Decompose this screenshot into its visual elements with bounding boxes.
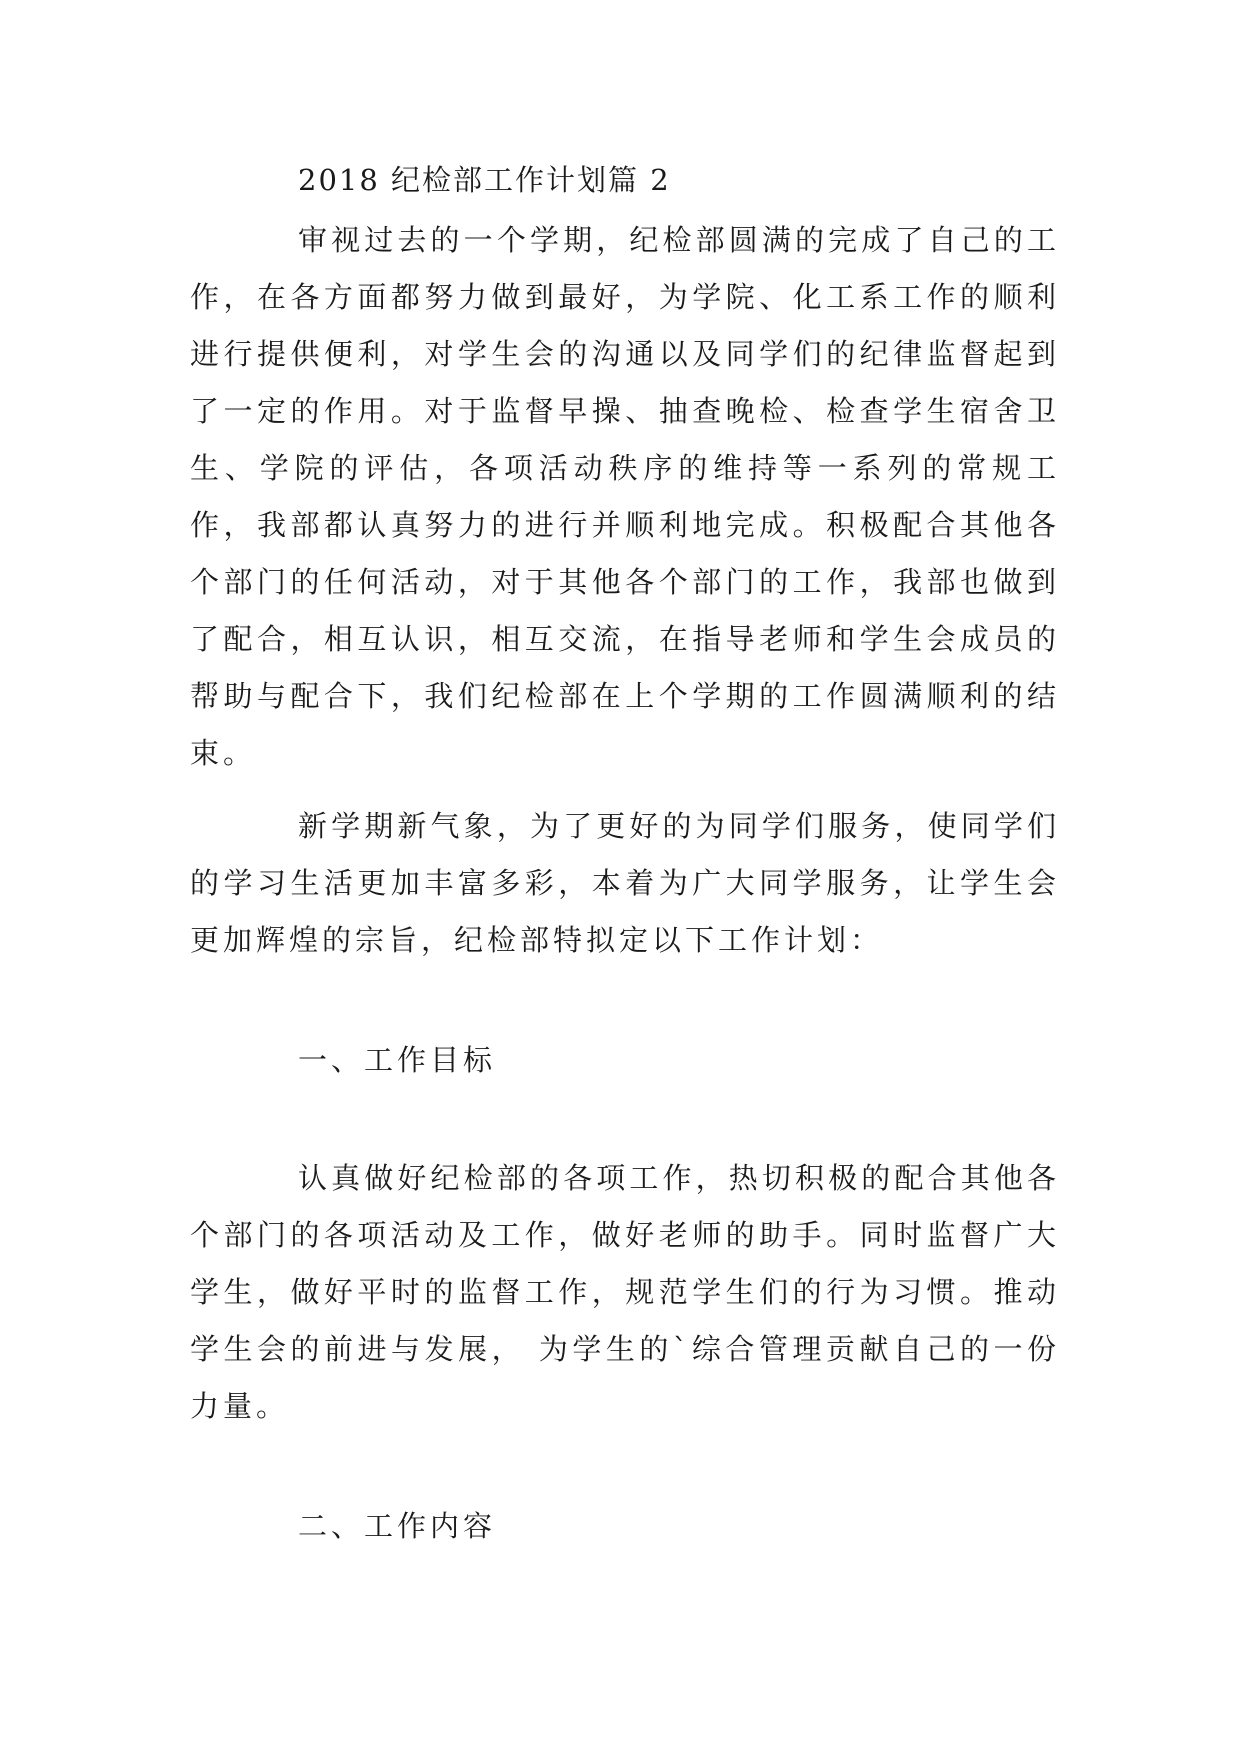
- section-heading-content: 二、工作内容: [298, 1509, 497, 1543]
- paragraph-review: 审视过去的一个学期，纪检部圆满的完成了自己的工作，在各方面都努力做到最好，为学院、化工系工作的顺利进行提供便利，对学生会的沟通以及同学们的纪律监督起到了一定的作用。对于监督早操、抽查晚检、检查学生宿舍卫生、学院的评估，各项活动秩序的维持等一系列的常规工作，我部都认真努力的进行并顺利地完成。积极配合其他各个部门的任何活动，对于其他各个部门的工作，我部也做到了配合，相互认识，相互交流，在指导老师和学生会成员的帮助与配合下，我们纪检部在上个学期的工作圆满顺利的结束。: [190, 223, 1060, 770]
- document-title: 2018 纪检部工作计划篇 2: [298, 163, 671, 197]
- paragraph-new-semester: 新学期新气象，为了更好的为同学们服务，使同学们的学习生活更加丰富多彩，本着为广大同学服务，让学生会更加辉煌的宗旨，纪检部特拟定以下工作计划：: [190, 809, 1060, 957]
- section-heading-goals: 一、工作目标: [298, 1043, 497, 1077]
- paragraph-goals: 认真做好纪检部的各项工作，热切积极的配合其他各个部门的各项活动及工作，做好老师的助手。同时监督广大学生，做好平时的监督工作，规范学生们的行为习惯。推动学生会的前进与发展， 为学生的`综合管理贡献自己的一份力量。: [190, 1161, 1060, 1423]
